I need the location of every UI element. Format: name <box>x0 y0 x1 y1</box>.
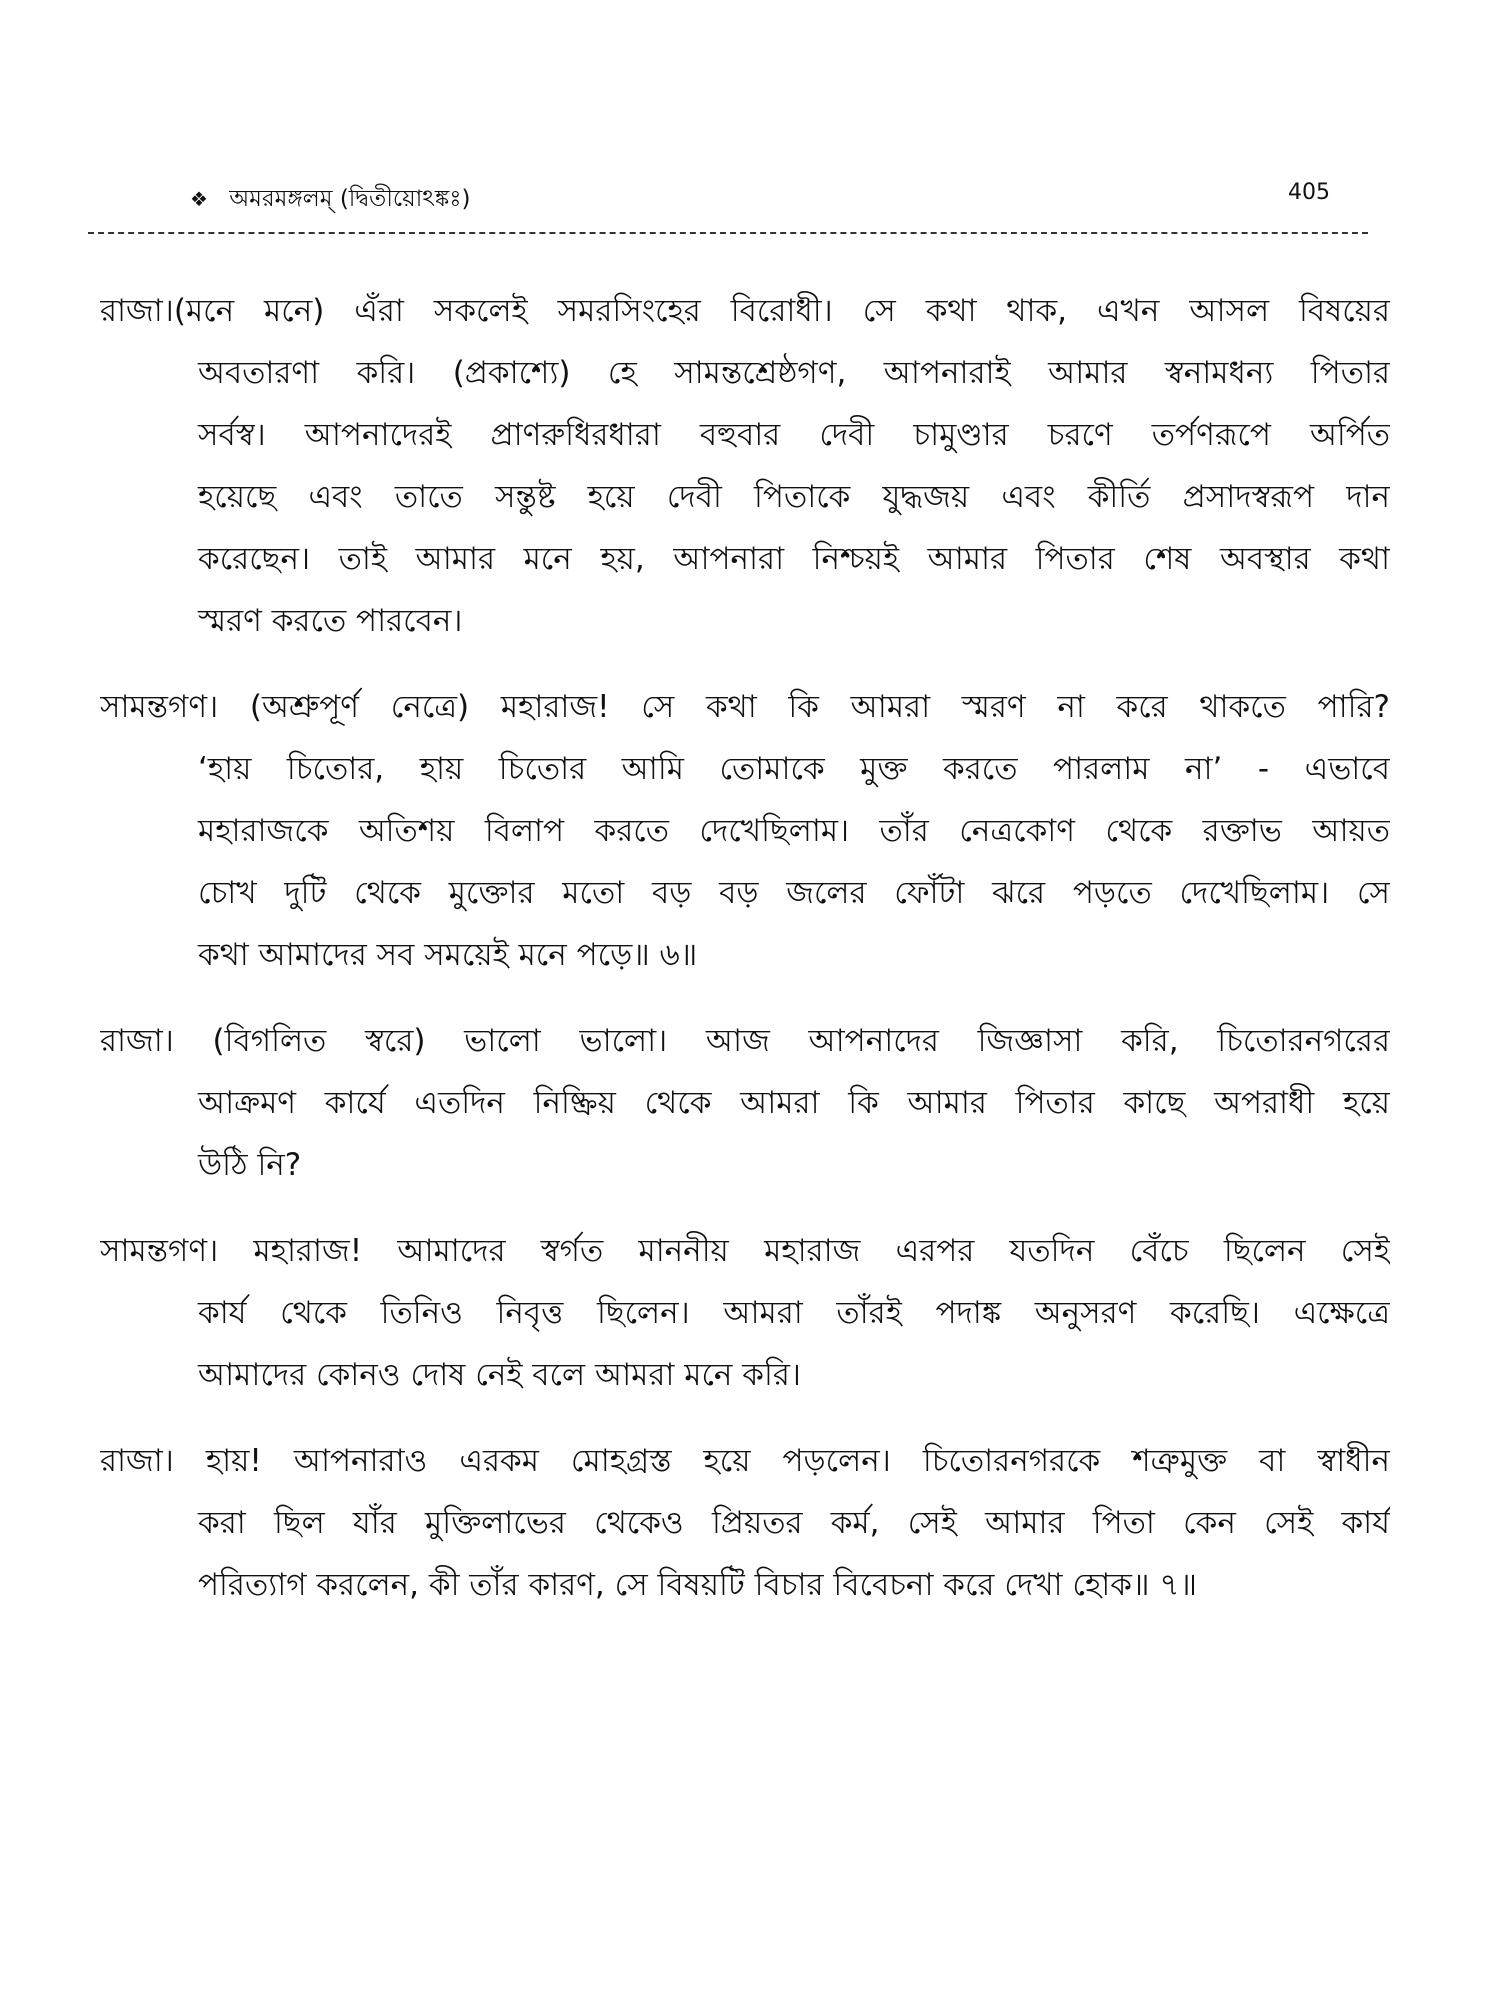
text-line: করা ছিল যাঁর মুক্তিলাভের থেকেও প্রিয়তর কর্ম, সেই আমার পিতা কেন সেই কার্য <box>198 1505 1390 1541</box>
header-title-group <box>190 180 470 219</box>
text-line: স্মরণ করতে পারবেন। <box>198 603 463 639</box>
text-line: কথা আমাদের সব সময়েই মনে পড়ে॥ ৬॥ <box>198 937 698 973</box>
text-line: আমাদের কোনও দোষ নেই বলে আমরা মনে করি। <box>198 1357 801 1393</box>
text-line: পরিত্যাগ করলেন, কী তাঁর কারণ, সে বিষয়টি বিচার বিবেচনা করে দেখা হোক॥ ৭॥ <box>198 1567 1198 1603</box>
header-dashed-divider <box>88 232 1368 234</box>
text-line: সর্বস্ব। আপনাদেরই প্রাণরুধিরধারা বহুবার দেবী চামুণ্ডার চরণে তর্পণরূপে অর্পিত <box>198 417 1390 453</box>
text-line: হয়েছে এবং তাতে সন্তুষ্ট হয়ে দেবী পিতাকে যুদ্ধজয় এবং কীর্তি প্রসাদস্বরূপ দান <box>198 479 1390 515</box>
header-title: অমরমঙ্গলম্ (দ্বিতীয়োঽঙ্কঃ) <box>229 186 471 212</box>
text-line: ‘হায় চিতোর, হায় চিতোর আমি তোমাকে মুক্ত করতে পারলাম না’ - এভাবে <box>198 751 1390 787</box>
text-line: করেছেন। তাই আমার মনে হয়, আপনারা নিশ্চয়ই আমার পিতার শেষ অবস্থার কথা <box>198 541 1390 577</box>
text-line: উঠি নি? <box>198 1147 302 1183</box>
text-line: মহারাজকে অতিশয় বিলাপ করতে দেখেছিলাম। তাঁর নেত্রকোণ থেকে রক্তাভ আয়ত <box>198 813 1390 849</box>
dialogue-entry-raja-3 <box>100 1430 1390 1616</box>
text-line: অবতারণা করি। (প্রকাশ্যে) হে সামন্তশ্রেষ্ঠগণ, আপনারাই আমার স্বনামধন্য পিতার <box>198 355 1390 391</box>
dialogue-entry-raja-2 <box>100 1010 1390 1196</box>
text-line: সামন্তগণ। (অশ্রুপূর্ণ নেত্রে) মহারাজ! সে কথা কি আমরা স্মরণ না করে থাকতে পারি? <box>100 689 1390 725</box>
text-line: রাজা। (বিগলিত স্বরে) ভালো ভালো। আজ আপনাদের জিজ্ঞাসা করি, চিতোরনগরের <box>100 1023 1390 1059</box>
text-line: আক্রমণ কার্যে এতদিন নিষ্ক্রিয় থেকে আমরা কি আমার পিতার কাছে অপরাধী হয়ে <box>198 1085 1390 1121</box>
page-body <box>100 280 1390 1640</box>
dialogue-entry-raja-1 <box>100 280 1390 652</box>
text-line: রাজা।(মনে মনে) এঁরা সকলেই সমরসিংহের বিরোধী। সে কথা থাক, এখন আসল বিষয়ের <box>100 293 1390 329</box>
text-line: সামন্তগণ। মহারাজ! আমাদের স্বর্গত মাননীয় মহারাজ এরপর যতদিন বেঁচে ছিলেন সেই <box>100 1233 1390 1269</box>
diamond-ornament-icon: ❖ <box>190 187 208 211</box>
dialogue-entry-samantagan-1 <box>100 676 1390 986</box>
text-line: চোখ দুটি থেকে মুক্তোর মতো বড় বড় জলের ফোঁটা ঝরে পড়তে দেখেছিলাম। সে <box>198 875 1390 911</box>
text-line: কার্য থেকে তিনিও নিবৃত্ত ছিলেন। আমরা তাঁরই পদাঙ্ক অনুসরণ করেছি। এক্ষেত্রে <box>198 1295 1390 1331</box>
running-header <box>190 180 1350 216</box>
text-line: রাজা। হায়! আপনারাও এরকম মোহগ্রস্ত হয়ে পড়লেন। চিতোরনগরকে শত্রুমুক্ত বা স্বাধীন <box>100 1443 1390 1479</box>
page-number: 405 <box>1288 180 1330 205</box>
dialogue-entry-samantagan-2 <box>100 1220 1390 1406</box>
